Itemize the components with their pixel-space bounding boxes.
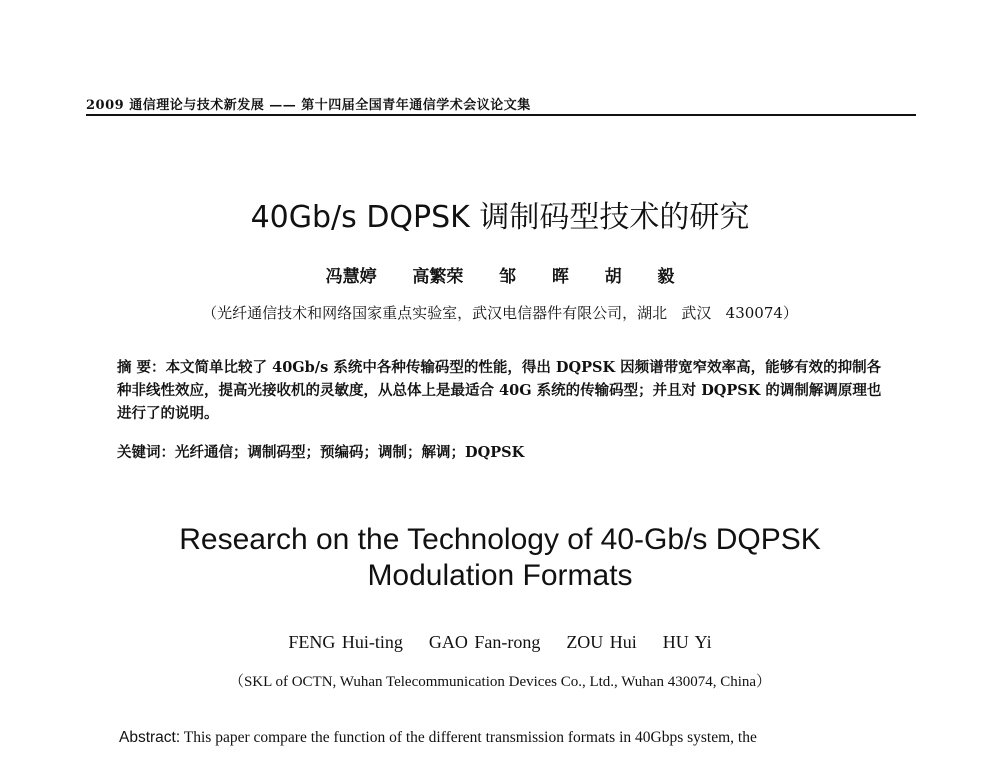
chinese-affiliation: （光纤通信技术和网络国家重点实验室，武汉电信器件有限公司，湖北 武汉 430074） bbox=[202, 304, 798, 322]
english-abstract-label: Abstract: bbox=[119, 729, 181, 746]
english-title bbox=[0, 522, 1000, 594]
chinese-authors: 冯慧婷 高繁荣 邹 晖 胡 毅 bbox=[325, 267, 675, 287]
chinese-keywords-label: 关键词： bbox=[117, 444, 175, 461]
header-rule bbox=[86, 114, 916, 116]
english-abstract bbox=[119, 729, 899, 747]
english-abstract-text: This paper compare the function of the different transmission formats in 40Gbps system, the bbox=[180, 729, 757, 746]
english-title-line-2: Modulation Formats bbox=[367, 559, 633, 592]
english-authors: FENG Hui-ting GAO Fan-rong ZOU Hui HU Yi bbox=[288, 632, 712, 652]
running-header: 2009 通信理论与技术新发展 —— 第十四届全国青年通信学术会议论文集 bbox=[86, 98, 531, 113]
chinese-abstract-text: 本文简单比较了 40Gb/s 系统中各种传输码型的性能，得出 DQPSK 因频谱带宽窄效率高，能够有效的抑制各种非线性效应，提高光接收机的灵敏度，从总体上是最适合 40G 系统的传输码型；并且对 DQPSK 的调制解调原理也进行了的说明。 bbox=[117, 359, 882, 422]
english-title-line-1: Research on the Technology of 40-Gb/s DQPSK bbox=[179, 523, 821, 556]
chinese-title: 40Gb/s DQPSK 调制码型技术的研究 bbox=[250, 200, 750, 235]
chinese-abstract-label: 摘 要： bbox=[117, 359, 166, 376]
english-affiliation: （SKL of OCTN, Wuhan Telecommunication Devices Co., Ltd., Wuhan 430074, China） bbox=[228, 674, 772, 690]
chinese-keywords-text: 光纤通信；调制码型；预编码；调制；解调；DQPSK bbox=[175, 444, 525, 461]
chinese-abstract bbox=[117, 356, 887, 425]
chinese-keywords bbox=[117, 441, 887, 462]
